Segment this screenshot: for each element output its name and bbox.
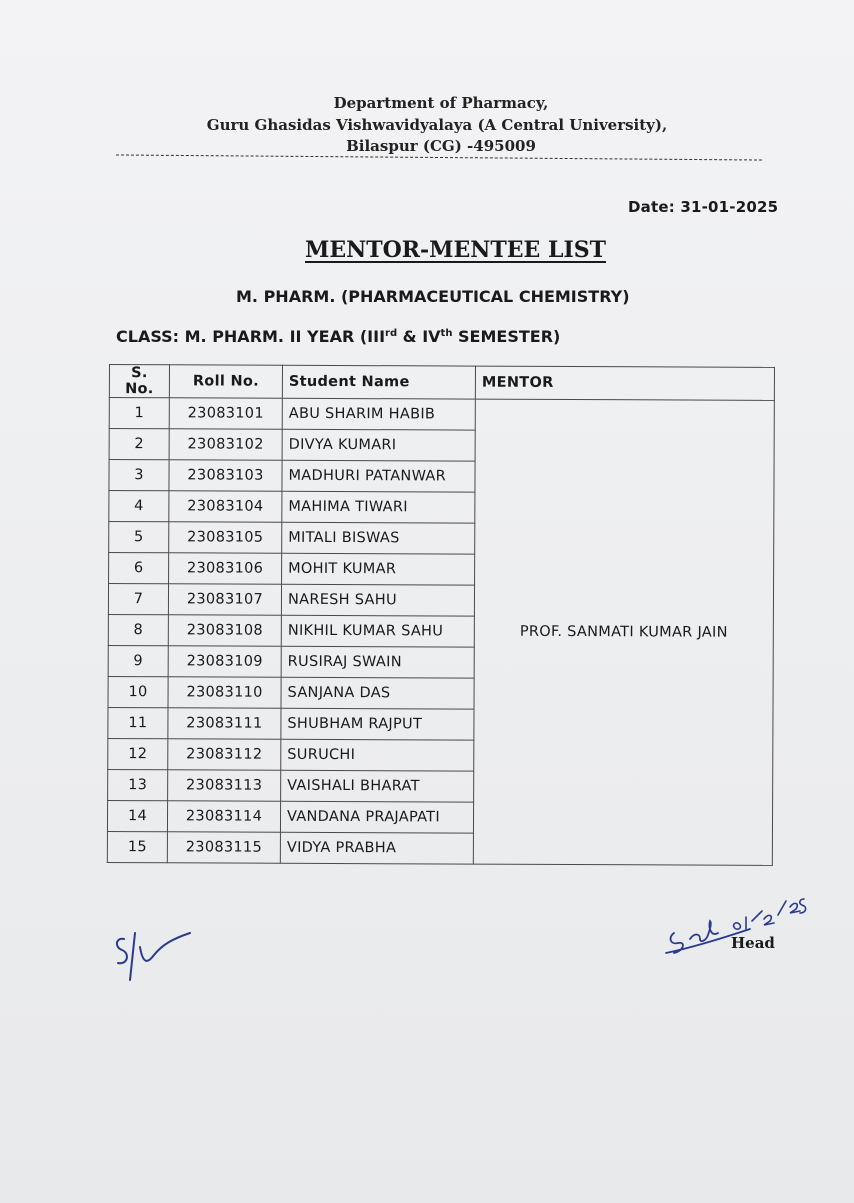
- cell-student-name: MOHIT KUMAR: [282, 553, 475, 585]
- university-name: Guru Ghasidas Vishwavidyalaya (A Central University),: [206, 116, 668, 134]
- cell-roll: 23083110: [168, 677, 281, 708]
- cell-roll: 23083103: [169, 460, 282, 491]
- cell-student-name: MADHURI PATANWAR: [282, 460, 475, 492]
- cell-roll: 23083102: [169, 429, 282, 460]
- cell-roll: 23083109: [168, 646, 281, 677]
- cell-roll: 23083104: [169, 491, 282, 522]
- cell-roll: 23083105: [169, 522, 282, 553]
- cell-sno: 4: [109, 491, 169, 522]
- initials-signature: [110, 925, 200, 985]
- cell-student-name: DIVYA KUMARI: [282, 429, 475, 461]
- cell-mentor: PROF. SANMATI KUMAR JAIN: [473, 399, 774, 865]
- document-title: MENTOR-MENTEE LIST: [305, 237, 606, 263]
- cell-sno: 1: [109, 398, 169, 429]
- cell-sno: 9: [108, 645, 168, 676]
- cell-student-name: VAISHALI BHARAT: [281, 770, 474, 802]
- head-label: Head: [731, 934, 775, 952]
- program-name: M. PHARM. (PHARMACEUTICAL CHEMISTRY): [236, 287, 630, 306]
- cell-sno: 5: [109, 522, 169, 553]
- cell-roll: 23083113: [168, 770, 281, 801]
- cell-sno: 11: [108, 707, 168, 738]
- class-line: [116, 327, 560, 346]
- cell-student-name: VANDANA PRAJAPATI: [280, 801, 473, 833]
- cell-sno: 13: [108, 769, 168, 800]
- cell-roll: 23083101: [169, 398, 282, 429]
- table-body: [107, 398, 774, 866]
- cell-roll: 23083114: [167, 801, 280, 832]
- cell-roll: 23083108: [168, 615, 281, 646]
- cell-student-name: NIKHIL KUMAR SAHU: [281, 615, 474, 647]
- class-middle: & IV: [397, 327, 441, 346]
- cell-sno: 7: [108, 584, 168, 615]
- header-name: Student Name: [282, 365, 475, 399]
- cell-roll: 23083107: [168, 584, 281, 615]
- head-signature: [660, 893, 820, 963]
- cell-student-name: MAHIMA TIWARI: [282, 491, 475, 523]
- table-row: [109, 398, 774, 432]
- cell-sno: 15: [107, 831, 167, 862]
- cell-roll: 23083115: [167, 832, 280, 863]
- cell-student-name: NARESH SAHU: [281, 584, 474, 616]
- cell-sno: 14: [107, 800, 167, 831]
- cell-student-name: SURUCHI: [281, 739, 474, 771]
- header-roll: Roll No.: [169, 365, 282, 398]
- class-sup-rd: rd: [385, 328, 398, 339]
- university-address: Bilaspur (CG) -495009: [346, 137, 536, 155]
- table-header-row: [109, 365, 774, 401]
- cell-roll: 23083112: [168, 739, 281, 770]
- class-sup-th: th: [440, 328, 453, 339]
- cell-student-name: ABU SHARIM HABIB: [282, 398, 475, 430]
- class-prefix: CLASS: M. PHARM. II YEAR (III: [116, 327, 386, 346]
- header-mentor: MENTOR: [475, 366, 774, 400]
- cell-student-name: RUSIRAJ SWAIN: [281, 646, 474, 678]
- cell-roll: 23083111: [168, 708, 281, 739]
- department-name: Department of Pharmacy,: [333, 94, 549, 112]
- cell-sno: 10: [108, 676, 168, 707]
- cell-student-name: SHUBHAM RAJPUT: [281, 708, 474, 740]
- document-date: Date: 31-01-2025: [628, 198, 779, 216]
- cell-sno: 2: [109, 429, 169, 460]
- cell-sno: 8: [108, 614, 168, 645]
- cell-sno: 12: [108, 738, 168, 769]
- mentor-mentee-table: [107, 364, 775, 866]
- cell-sno: 6: [109, 553, 169, 584]
- cell-student-name: VIDYA PRABHA: [280, 832, 473, 864]
- cell-student-name: MITALI BISWAS: [282, 522, 475, 554]
- class-suffix: SEMESTER): [452, 327, 561, 346]
- cell-sno: 3: [109, 460, 169, 491]
- cell-student-name: SANJANA DAS: [281, 677, 474, 709]
- cell-roll: 23083106: [169, 553, 282, 584]
- header-sno: S. No.: [109, 365, 169, 398]
- dashed-divider: [116, 154, 762, 160]
